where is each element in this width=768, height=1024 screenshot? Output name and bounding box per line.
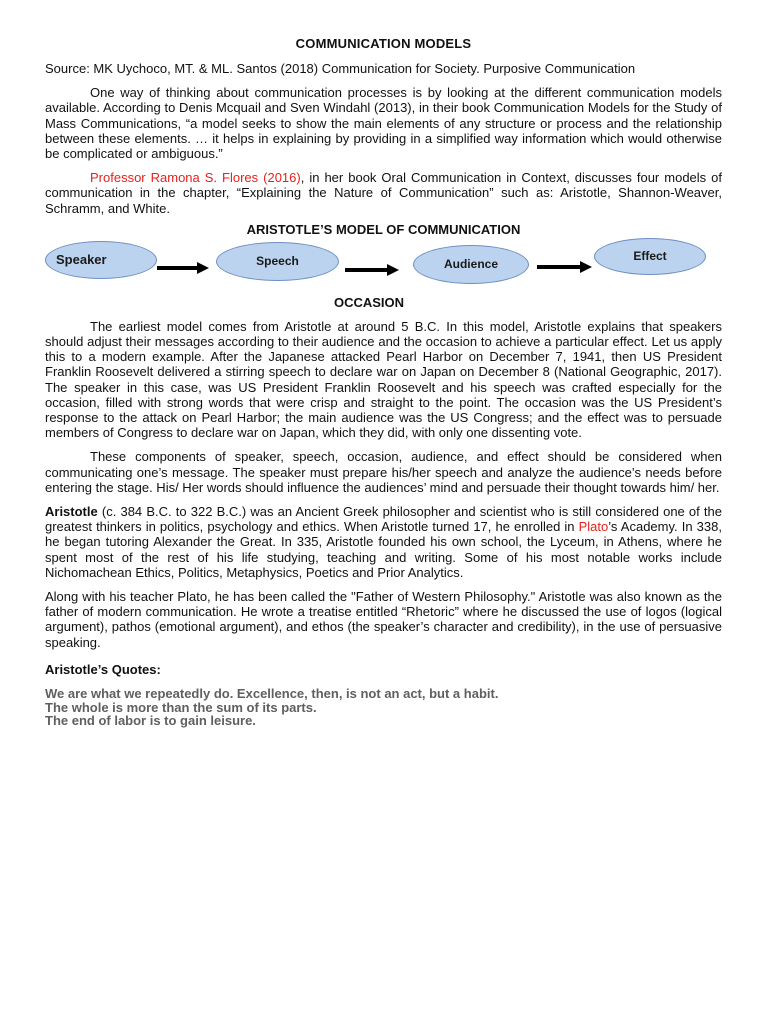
earliest-model-paragraph: The earliest model comes from Aristotle at around 5 B.C. In this model, Aristotle explains that speakers should adjust their messages according to their audience and the occasion to achieve a particular effect. Let us apply this to a modern example. After the Japanese attacked Pearl Harbor on December 7, 1941, then US President Franklin Roosevelt delivered a stirring speech to declare war on Japan on December 8 (National Geographic, 2017). The speaker in this case, was US President Franklin Roosevelt and his speech was crafted especially for the occasion, filled with strong words that were crisp and straight to the point. The occasion was the US President’s response to the attack on Pearl Harbor; the main audience was the US Congress; and the effect was to persuade members of Congress to declare war on Japan, which they did, with only one dissenting vote. [45, 318, 722, 441]
bio-text-2: ’s Academy. In 338, he began tutoring Alexander the Great. In 335, Aristotle founded his own school, the Lyceum, in Athens, where he spent most of the rest of his life studying, teaching and writing. Some of his most notable works include Nichomachean Ethics, Politics, Metaphysics, Poetics and Prior Analytics. [45, 519, 722, 580]
arrow-icon [157, 262, 209, 274]
source-citation: Source: MK Uychoco, MT. & ML. Santos (2018) Communication for Society. Purposive Communication [45, 61, 636, 76]
page-title: COMMUNICATION MODELS [295, 36, 472, 51]
components-paragraph: These components of speaker, speech, occasion, audience, and effect should be considered when communicating one’s message. The speaker must prepare his/her speech and analyze the audience’s needs before entering the stage. His/ Her words should influence the audiences’ mind and persuade their thought towards him/ her. [45, 449, 722, 495]
philosophy-paragraph: Along with his teacher Plato, he has been called the "Father of Western Philosophy." Aristotle was also known as the father of modern communication. He wrote a treatise entitled “Rhetoric” where he discussed the use of logos (logical argument), pathos (emotional argument), and ethos (the speaker’s character and credibility), in the use of persuasive speaking. [45, 589, 722, 650]
document-page [45, 36, 722, 728]
flores-text: , in her book Oral Communication in Context, discusses four models of communication in the chapter, “Explaining the Nature of Communication” such as: Aristotle, Shannon-Weaver, Schramm, and White. [45, 170, 723, 216]
occasion-label: OCCASION [333, 294, 405, 310]
aristotle-name: Aristotle [45, 504, 98, 520]
speaker-node: Speaker [45, 241, 157, 279]
bio-text-1: (c. 384 B.C. to 322 B.C.) was an Ancient Greek philosopher and scientist who is still considered one of the greatest thinkers in politics, psychology and ethics. When Aristotle turned 17, he enrolled in [45, 504, 722, 535]
arrow-icon [345, 264, 399, 276]
intro-paragraph: One way of thinking about communication processes is by looking at the different communication models available. According to Denis Mcquail and Sven Windahl (2013), in their book Communication Models for the Study of Mass Communications, “a model seeks to show the main elements of any structure or process and the relationship between these elements. … it helps in explaining by providing in a simplified way information which would otherwise be complicated or ambiguous.” [45, 85, 722, 162]
quote-1: We are what we repeatedly do. Excellence, then, is not an act, but a habit. [45, 685, 499, 701]
aristotle-model-diagram [45, 237, 722, 319]
arrow-icon [537, 261, 592, 273]
plato-link: Plato [578, 519, 609, 535]
effect-node: Effect [594, 238, 706, 275]
flores-paragraph [45, 170, 722, 216]
flores-highlight: Professor Ramona S. Flores (2016) [90, 170, 301, 186]
quotes-heading: Aristotle’s Quotes: [45, 661, 161, 677]
quote-2: The whole is more than the sum of its parts. [45, 699, 317, 715]
model-title: ARISTOTLE’S MODEL OF COMMUNICATION [246, 221, 521, 237]
audience-node: Audience [413, 245, 529, 284]
aristotle-bio-paragraph [45, 504, 722, 580]
speech-node: Speech [216, 242, 339, 281]
quote-3: The end of labor is to gain leisure. [45, 713, 256, 729]
